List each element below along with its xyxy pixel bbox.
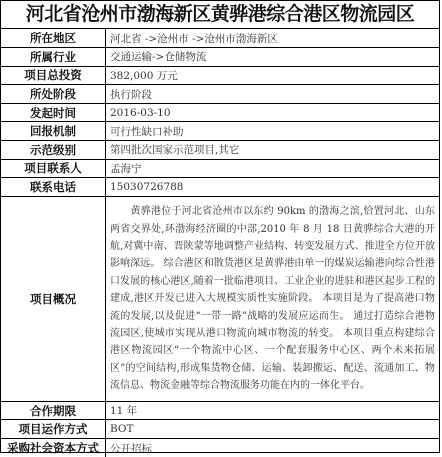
table-row bbox=[1, 103, 439, 122]
row-value-investment: 382,000 万元 bbox=[106, 66, 440, 85]
table-row bbox=[1, 439, 439, 457]
row-label: 回报机制 bbox=[1, 122, 106, 141]
table-row bbox=[1, 48, 439, 67]
row-value-contact: 孟海宁 bbox=[106, 159, 440, 178]
row-value-stage: 执行阶段 bbox=[106, 85, 440, 104]
table-row bbox=[1, 401, 439, 420]
row-label: 采购社会资本方式 bbox=[1, 439, 106, 457]
row-value-overview: 黄骅港位于河北省沧州市以东约 90km 的渤海之滨,恰置河北、山东两省交界处,环渤海经济圈的中部,2010 年 8 月 18 日黄骅综合大港的开航,对冀中南、晋陕蒙等地调整产业结构、转变发展方式、推进全方位开放影响深远。 综合港区和散货港区是黄骅港由单一的煤炭运输港向综合性港口发展的核心港区,随着一批临港项目、工业企业的进驻和港区起步工程的建成,港区开发已进入大规模实质性实施阶段。 本项目是为了提高港口物流的发展,以及促进“一带一路”战略的发展应运而生。 通过打造综合港物流园区,使城市实现从港口物流向城市物流的转变。 本项目重点构建综合港区物流园区“一个物流中心区、一个配套服务中心区、两个未来拓展区”的空间结构,形成集货物仓储、运输、装卸搬运、配送、流通加工、物流信息、物流金融等综合物流服务功能在内的一体化平台。 bbox=[106, 196, 440, 401]
row-label: 联系电话 bbox=[1, 178, 106, 197]
table-row bbox=[1, 122, 439, 141]
row-value-operation-mode: BOT bbox=[106, 420, 440, 439]
row-value-date: 2016-03-10 bbox=[106, 103, 440, 122]
row-label: 项目总投资 bbox=[1, 66, 106, 85]
table-row bbox=[1, 141, 439, 160]
row-value-procurement: 公开招标 bbox=[106, 439, 440, 457]
row-value-industry: 交通运输->仓储物流 bbox=[106, 48, 440, 67]
row-value-demo-level: 第四批次国家示范项目,其它 bbox=[106, 141, 440, 160]
project-info-table bbox=[1, 29, 439, 457]
row-value-phone: 15030726788 bbox=[106, 178, 440, 197]
row-label: 所属行业 bbox=[1, 48, 106, 67]
row-value-return: 可行性缺口补助 bbox=[106, 122, 440, 141]
row-label: 所在地区 bbox=[1, 29, 106, 48]
row-label: 项目运作方式 bbox=[1, 420, 106, 439]
table-row bbox=[1, 178, 439, 197]
table-row-overview bbox=[1, 196, 439, 401]
table-row bbox=[1, 85, 439, 104]
table-row bbox=[1, 159, 439, 178]
table-row bbox=[1, 420, 439, 439]
table-row bbox=[1, 29, 439, 48]
row-label: 合作期限 bbox=[1, 401, 106, 420]
document-title: 河北省沧州市渤海新区黄骅港综合港区物流园区 bbox=[1, 1, 439, 29]
row-label: 项目联系人 bbox=[1, 159, 106, 178]
row-label: 所处阶段 bbox=[1, 85, 106, 104]
row-label: 示范级别 bbox=[1, 141, 106, 160]
row-value-region: 河北省 ->沧州市 ->沧州市渤海新区 bbox=[106, 29, 440, 48]
row-value-term: 11 年 bbox=[106, 401, 440, 420]
row-label: 项目概况 bbox=[1, 196, 106, 401]
table-row bbox=[1, 66, 439, 85]
row-label: 发起时间 bbox=[1, 103, 106, 122]
